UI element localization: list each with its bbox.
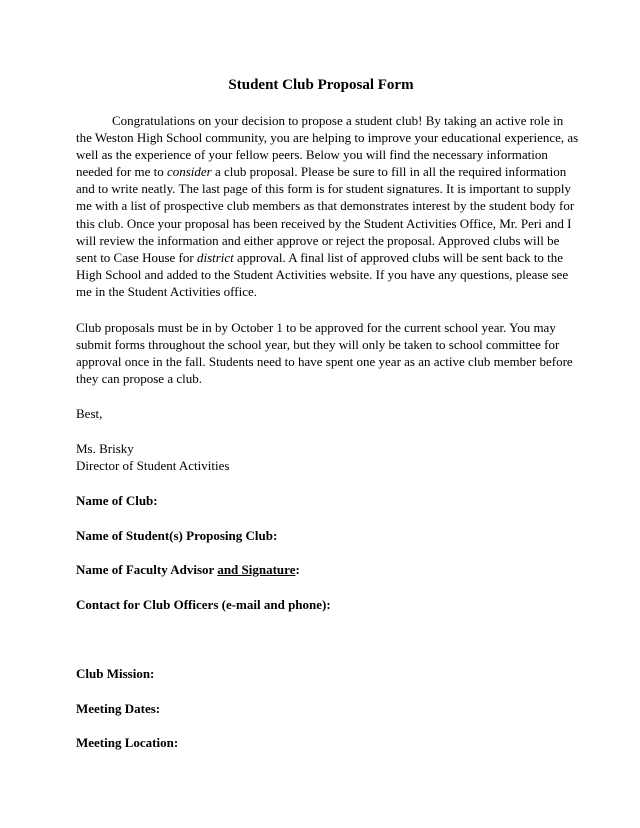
- intro-line: this club. Once your proposal has been received by the Student Activities Office, Mr. Peri and I: [76, 215, 572, 231]
- intro-text: approval. A final list of approved clubs will be sent back to the: [233, 249, 564, 265]
- page-title: Student Club Proposal Form: [228, 77, 414, 93]
- field-club-name: Name of Club:: [76, 493, 158, 508]
- intro-line: will review the information and either approve or reject the proposal. Approved clubs will be: [76, 232, 560, 248]
- intro-line: me in the Student Activities office.: [76, 283, 258, 299]
- field-students: Name of Student(s) Proposing Club:: [76, 528, 278, 543]
- intro-line: Congratulations on your decision to propose a student club! By taking an active role in: [112, 113, 564, 128]
- advisor-signature-label: and Signature: [217, 562, 296, 577]
- emphasis-district: district: [196, 249, 234, 265]
- deadline-paragraph: [76, 319, 573, 387]
- closing-salutation: Best,: [76, 406, 103, 421]
- advisor-colon: :: [295, 562, 300, 577]
- intro-line: [76, 163, 566, 180]
- intro-text: sent to Case House for: [76, 249, 197, 265]
- intro-line: [76, 249, 566, 266]
- deadline-line: they can propose a club.: [76, 371, 202, 387]
- emphasis-consider: consider: [166, 164, 212, 180]
- signer-title: Director of Student Activities: [76, 458, 230, 473]
- deadline-line: approval once in the fall. Students need to have spent one year as an active club member before: [76, 354, 573, 370]
- deadline-line: Club proposals must be in by October 1 to be approved for the current school year. You may: [76, 320, 556, 335]
- intro-line: well as the experience of your fellow peers. Below you will find the necessary information: [76, 147, 548, 163]
- field-faculty-advisor: [76, 561, 300, 578]
- intro-line: and to write neatly. The last page of this form is for student signatures. It is important to supply: [76, 181, 571, 197]
- deadline-line: submit forms throughout the school year, but they will only be taken to school committee for: [76, 337, 560, 353]
- signer-name: Ms. Brisky: [76, 441, 134, 456]
- field-club-mission: Club Mission:: [76, 666, 155, 681]
- field-meeting-dates: Meeting Dates:: [76, 701, 161, 716]
- intro-text: a club proposal. Please be sure to fill in all the required information: [211, 164, 567, 180]
- intro-line: High School and added to the Student Activities website. If you have any questions, please see: [76, 266, 569, 282]
- field-officer-contact: Contact for Club Officers (e-mail and phone):: [76, 597, 331, 612]
- intro-line: me with a list of prospective club members as that demonstrates interest by the student body for: [76, 198, 575, 214]
- advisor-label: Name of Faculty Advisor: [76, 562, 218, 577]
- intro-line: the Weston High School community, you are helping to improve your educational experience, as: [76, 130, 579, 146]
- intro-paragraph: [76, 112, 579, 300]
- field-meeting-location: Meeting Location:: [76, 735, 179, 750]
- intro-text: needed for me to: [76, 164, 167, 180]
